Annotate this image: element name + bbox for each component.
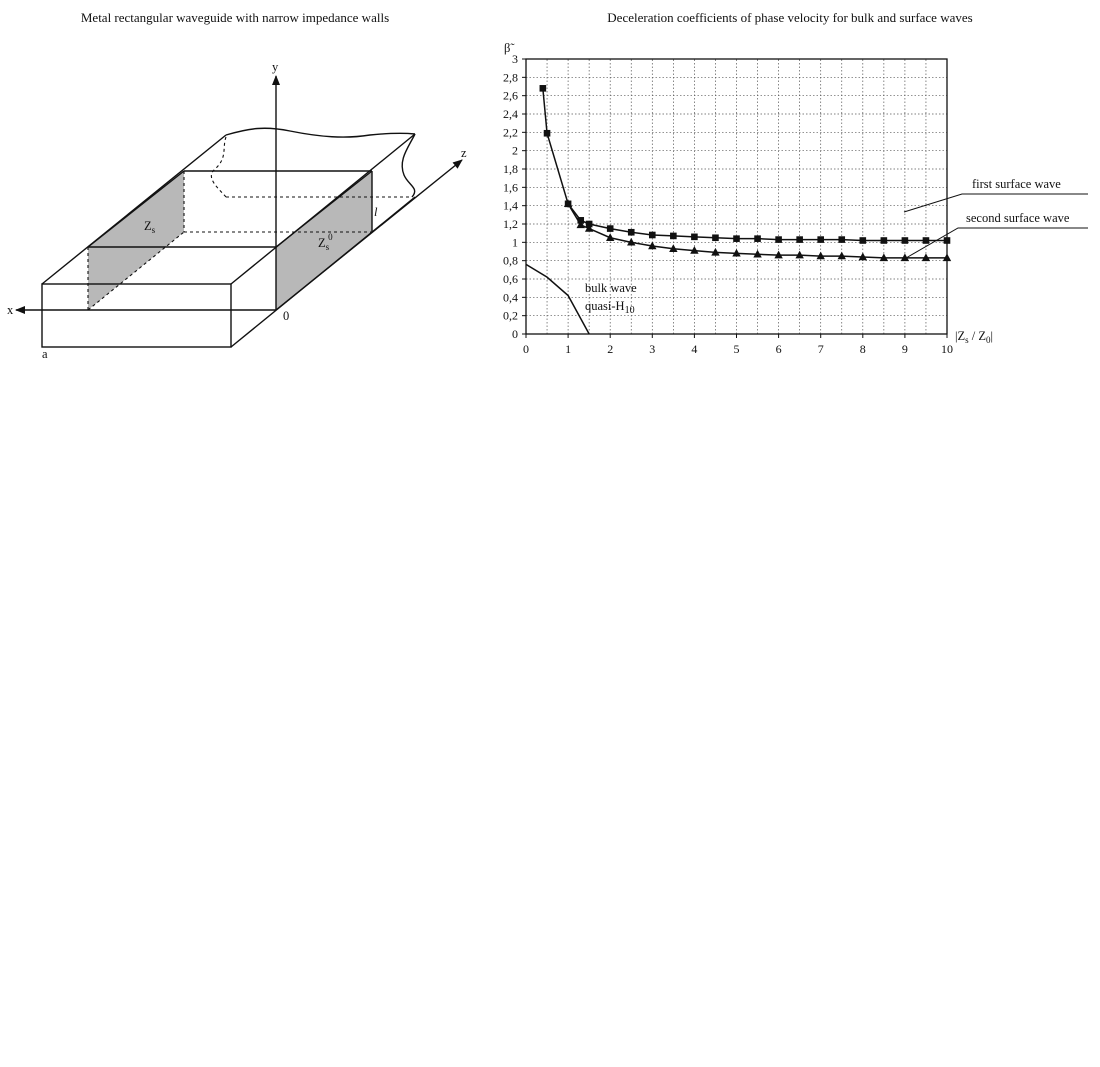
x-axis-title: $|Z_s / Z_0|$ xyxy=(955,329,994,345)
x-tick-label: 6 xyxy=(775,342,782,356)
y-tick-label: 1,8 xyxy=(503,162,518,176)
x-tick-label: 3 xyxy=(649,342,656,356)
wall-right-impedance-label: $Z_s0$ xyxy=(318,232,333,252)
first-surface-wave-point xyxy=(796,236,803,243)
first-surface-wave-point xyxy=(944,237,951,244)
y-tick-label: 2 xyxy=(512,143,518,158)
first-surface-wave-point xyxy=(712,234,719,241)
right-figure-caption: Deceleration coefficients of phase velocity for bulk and surface waves xyxy=(607,10,973,25)
legend-leaders xyxy=(904,194,1088,258)
y-tick-label: 1,4 xyxy=(503,198,518,213)
y-tick-label: 0,8 xyxy=(503,253,518,268)
y-tick-label: 0,2 xyxy=(503,308,518,323)
first-surface-wave-point xyxy=(670,233,677,240)
first-surface-wave-point xyxy=(860,237,867,244)
left-figure-caption: Metal rectangular waveguide with narrow impedance walls xyxy=(80,10,390,25)
first-surface-wave-label: first surface wave xyxy=(972,177,1061,191)
z-axis-label: z xyxy=(461,146,467,160)
x-tick-label: 10 xyxy=(941,342,953,356)
x-tick-label: 5 xyxy=(733,342,740,356)
origin-label: 0 xyxy=(283,309,290,323)
first-surface-wave-point xyxy=(754,235,761,242)
y-tick-label: 1 xyxy=(512,235,518,250)
second-surface-wave-label: second surface wave xyxy=(966,211,1070,225)
first-surface-wave-point xyxy=(691,234,698,241)
x-tick-label: 0 xyxy=(523,342,529,356)
y-tick-label: 2,8 xyxy=(503,70,518,85)
first-surface-wave-point xyxy=(607,225,614,232)
y-axis-title: β̃ xyxy=(504,41,511,55)
y-axis-label: y xyxy=(272,60,279,74)
chart-series xyxy=(526,85,951,334)
bulk-wave-label: bulk wave xyxy=(585,281,637,295)
first-surface-wave-point xyxy=(733,235,740,242)
x-tick-label: 1 xyxy=(565,342,572,356)
first-surface-wave-point xyxy=(817,236,824,243)
bulk-wave-mode-label: quasi-$H_{10}$ xyxy=(585,299,635,316)
y-tick-label: 1,2 xyxy=(503,217,518,231)
y-tick-label: 2,6 xyxy=(503,88,518,103)
first-surface-wave-point xyxy=(628,229,635,236)
y-tick-label: 3 xyxy=(512,52,518,66)
first-surface-wave-point xyxy=(544,130,551,137)
y-tick-label: 0,4 xyxy=(503,290,518,305)
x-tick-label: 4 xyxy=(691,342,698,356)
bulk-wave-quasi-h10-line xyxy=(526,264,589,334)
y-tick-label: 2,2 xyxy=(503,125,518,140)
y-tick-label: 0,6 xyxy=(503,272,518,286)
x-axis-label: x xyxy=(7,303,14,317)
first-surface-wave-point xyxy=(775,236,782,243)
corner-a-label: a xyxy=(42,347,48,361)
first-surface-wave-point xyxy=(540,85,547,92)
x-tick-label: 7 xyxy=(817,342,824,356)
first-surface-wave-point xyxy=(902,237,909,244)
x-tick-label: 2 xyxy=(607,342,614,356)
first-surface-wave-line xyxy=(543,88,947,240)
y-tick-label: 0 xyxy=(512,327,518,341)
x-tick-label: 9 xyxy=(901,342,908,356)
length-l-label: l xyxy=(374,205,378,219)
first-surface-wave-point xyxy=(649,232,656,239)
y-tick-label: 1,6 xyxy=(503,180,518,195)
wall-left-impedance-label: $Z_s$ xyxy=(144,219,156,235)
x-tick-label: 8 xyxy=(859,342,866,356)
first-surface-wave-point xyxy=(838,236,845,243)
first-surface-wave-point xyxy=(923,237,930,244)
y-tick-label: 2,4 xyxy=(503,107,518,121)
first-surface-wave-point xyxy=(881,237,888,244)
